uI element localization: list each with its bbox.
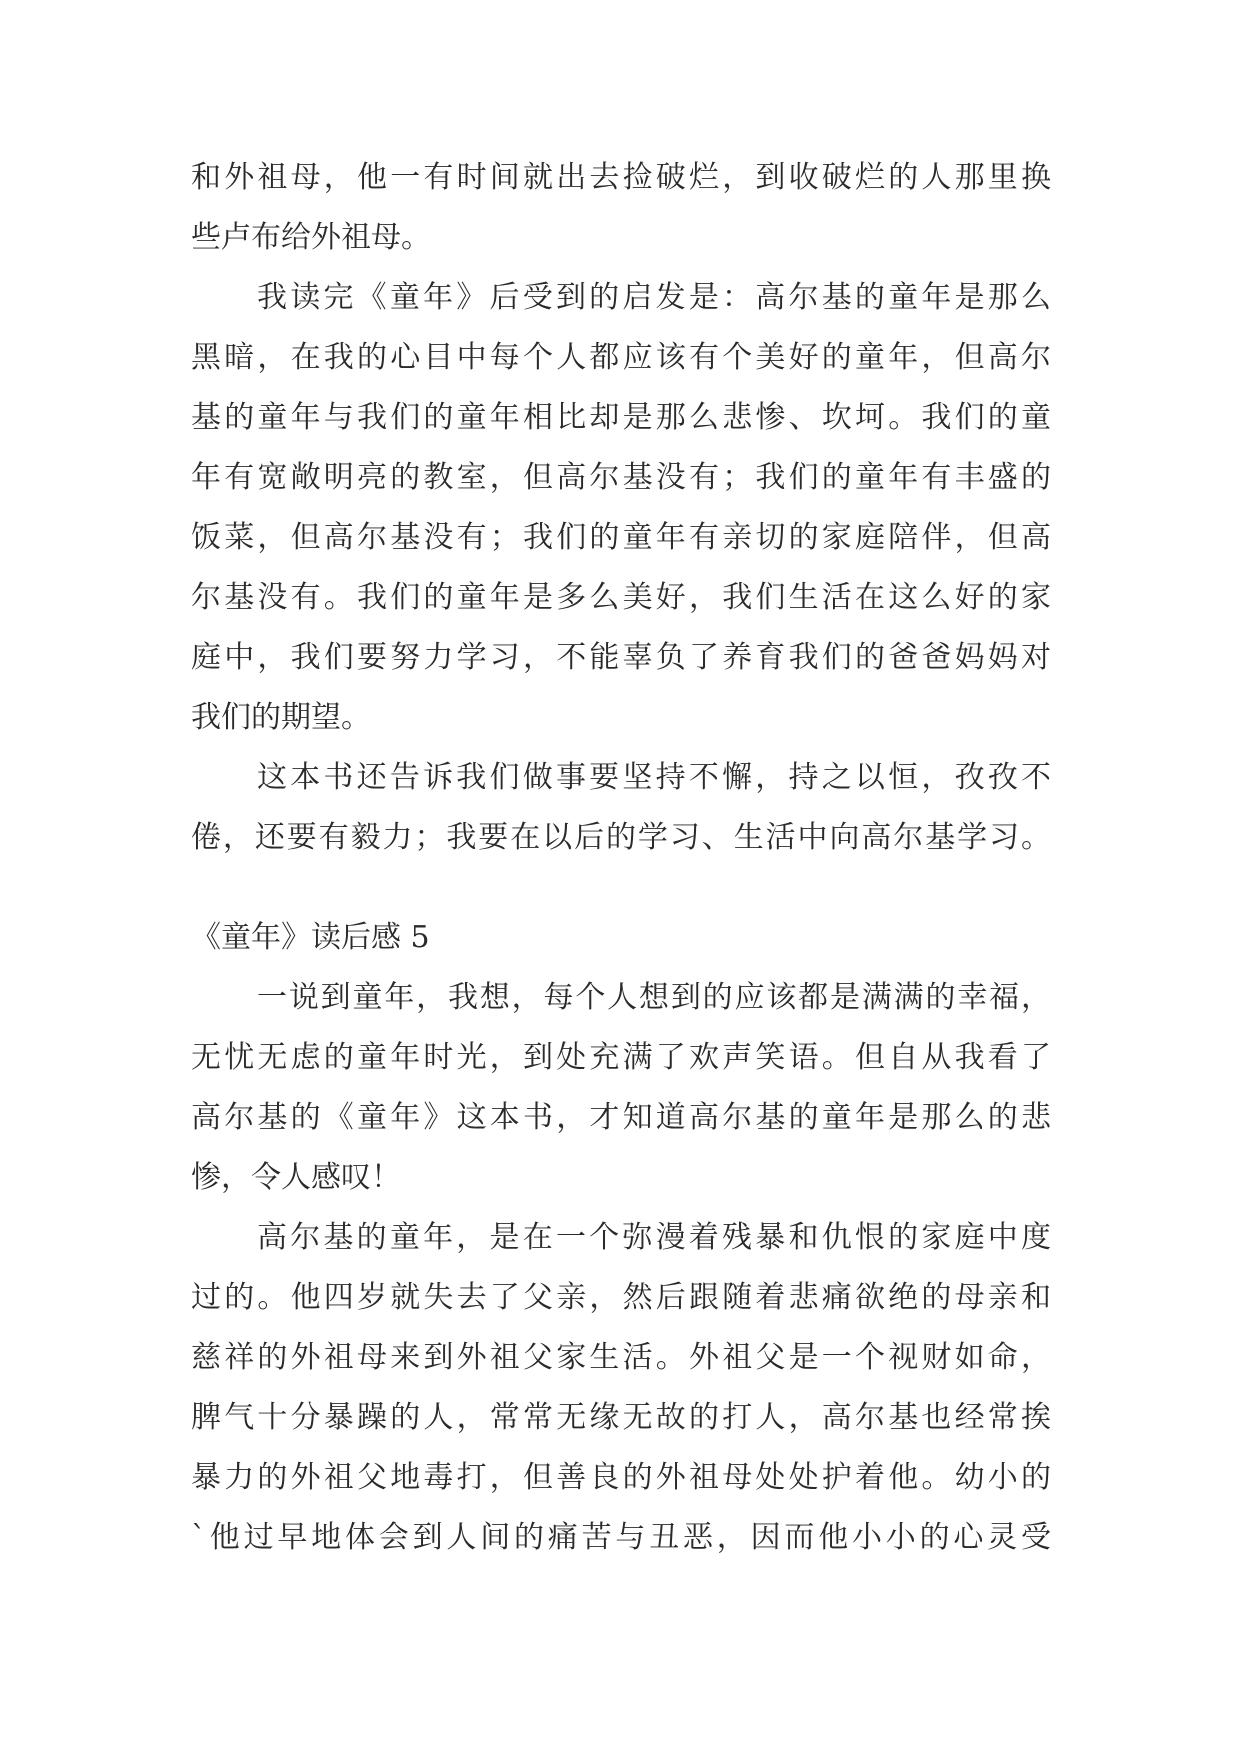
body-text-line: 庭中，我们要努力学习，不能辜负了养育我们的爸爸妈妈对: [191, 640, 1051, 675]
body-text-line: 暴力的外祖父地毒打，但善良的外祖母处处护着他。幼小的: [191, 1460, 1051, 1495]
body-text-line: 高尔基的《童年》这本书，才知道高尔基的童年是那么的悲: [191, 1100, 1051, 1135]
body-text-line: 倦，还要有毅力；我要在以后的学习、生活中向高尔基学习。: [191, 820, 1051, 855]
body-text-line: 过的。他四岁就失去了父亲，然后跟随着悲痛欲绝的母亲和: [191, 1280, 1051, 1315]
body-text-line: 些卢布给外祖母。: [191, 220, 431, 255]
body-text-line: 尔基没有。我们的童年是多么美好，我们生活在这么好的家: [191, 580, 1051, 615]
paragraph-first-line: 一说到童年，我想，每个人想到的应该都是满满的幸福，: [257, 980, 1051, 1015]
paragraph-first-line: 高尔基的童年，是在一个弥漫着残暴和仇恨的家庭中度: [257, 1220, 1051, 1255]
body-text-line: 黑暗，在我的心目中每个人都应该有个美好的童年，但高尔: [191, 340, 1051, 375]
body-text-line: 惨，令人感叹！: [191, 1160, 401, 1195]
body-text-line: 和外祖母，他一有时间就出去捡破烂，到收破烂的人那里换: [191, 160, 1051, 195]
body-text-line: `他过早地体会到人间的痛苦与丑恶，因而他小小的心灵受: [191, 1520, 1051, 1555]
body-text-line: 我们的期望。: [191, 700, 371, 735]
body-text-line: 无忧无虑的童年时光，到处充满了欢声笑语。但自从我看了: [191, 1040, 1051, 1075]
body-text-line: 饭菜，但高尔基没有；我们的童年有亲切的家庭陪伴，但高: [191, 520, 1051, 555]
section-heading: 《童年》读后感 5: [191, 920, 430, 955]
body-text-line: 慈祥的外祖母来到外祖父家生活。外祖父是一个视财如命，: [191, 1340, 1051, 1375]
body-text-line: 基的童年与我们的童年相比却是那么悲惨、坎坷。我们的童: [191, 400, 1051, 435]
paragraph-first-line: 我读完《童年》后受到的启发是：高尔基的童年是那么: [257, 280, 1051, 315]
paragraph-first-line: 这本书还告诉我们做事要坚持不懈，持之以恒，孜孜不: [257, 760, 1051, 795]
body-text-line: 脾气十分暴躁的人，常常无缘无故的打人，高尔基也经常挨: [191, 1400, 1051, 1435]
body-text-line: 年有宽敞明亮的教室，但高尔基没有；我们的童年有丰盛的: [191, 460, 1051, 495]
